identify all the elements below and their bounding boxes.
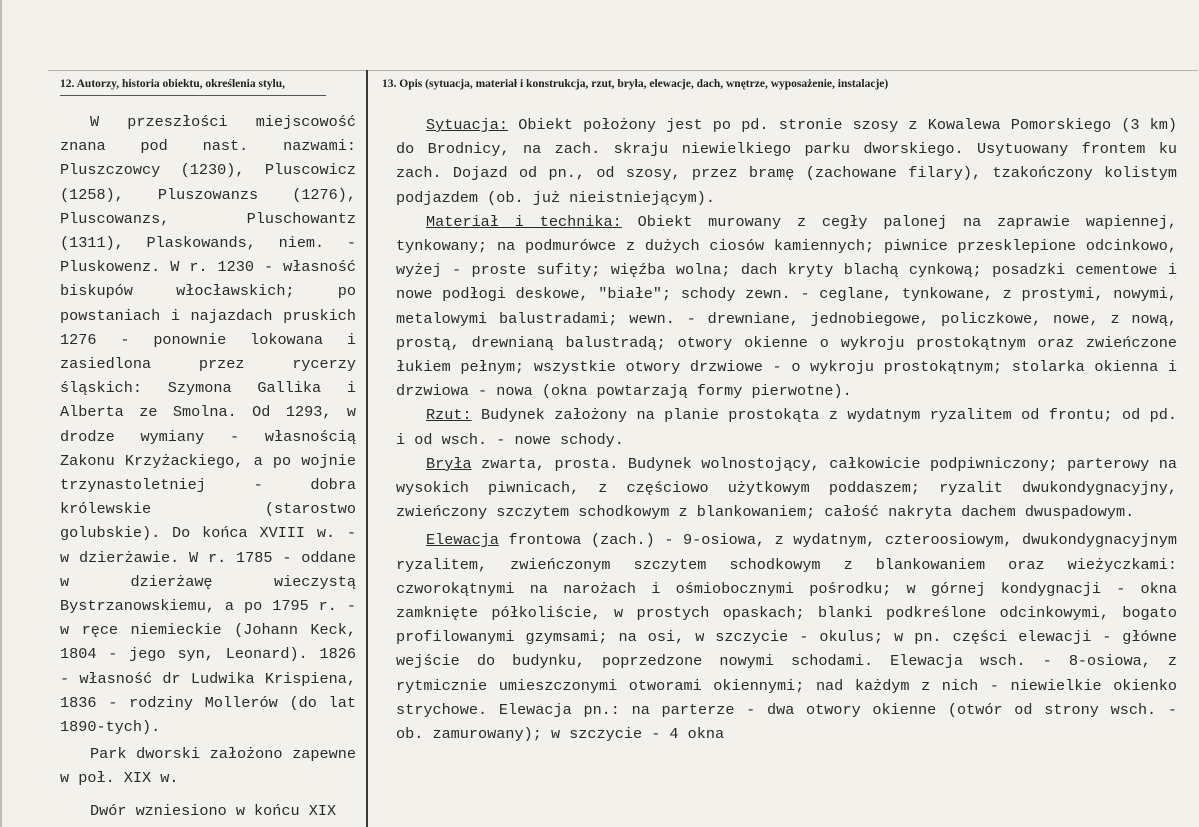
bryla-paragraph	[396, 452, 1177, 525]
sytuacja-label: Sytuacja:	[426, 116, 509, 134]
elewacja-label: Elewacja	[426, 531, 499, 550]
bryla-label: Bryła	[426, 454, 472, 473]
history-paragraph: W przeszłości miejscowość znana pod nast. nazwami: Pluszczowcy (1230), Pluscowicz (1258), Pluszowanzs (1276), Pluscowanzs, Pluschowantz (1311), Plaskowands, niem. - Pluskowenz. W r. 1230 - własność biskupów włocławskich; po powstaniach i najazdach pruskich 1276 - ponownie lokowana i zasiedlona przez rycerzy śląskich: Szymona Gallika i Alberta ze Smolna. Od 1293, w drodze wymiany - własnością Zakonu Krzyżackiego, a po wojnie trzynastoletniej - dobra królewskie (starostwo golubskie). Do końca XVIII w. - w dzierżawie. W r. 1785 - oddane w dzierżawę wieczystą Bystrzanowskiemu, a po 1795 r. - w ręce niemieckie (Johann Keck, 1804 - jego syn, Leonard). 1826 - własność dr Ludwika Krispiena, 1836 - rodziny Mollerów (do lat 1890-tych).	[60, 113, 356, 737]
rzut-label: Rzut:	[426, 406, 472, 425]
sytuacja-text: Obiekt położony jest po pd. stronie szosy z Kowalewa Pomorskiego (3 km) do Brodnicy, na zach. skraju niewielkiego parku dworskiego. Usytuowany frontem ku zach. Dojazd od pn., od szosy, przez bramę (zachowane filary), tzakończony kolistym podjazdem (ob. już nieistniejącym).	[396, 116, 1177, 207]
column-divider	[366, 70, 368, 827]
top-rule	[48, 70, 1198, 71]
left-column-header: 12. Autorzy, historia obiektu, określenia stylu,	[60, 78, 286, 90]
material-text: Obiekt murowany z cegły palonej na zaprawie wapiennej, tynkowany; na podmurówce z dużych ciosów kamiennych; piwnice przesklepione odcinkowo, wyżej - proste sufity; więźba wolna; dach kryty blachą cynkową; posadzki cementowe i nowe podłogi deskowe, "białe"; schody zewn. - ceglane, tynkowane, z prostymi, nowymi, metalowymi balustradami; wewn. - drewniane, jednobiegowe, policzkowe, nowe, z nową, prostą, drewnianą balustradą; otwory okienne o wykroju prostokątnym oraz zwieńczone łukiem pełnym; wszystkie otwory drzwiowe - o wykroju prostokątnym; stolarka okienna i drzwiowa - nowa (okna powtarzają formy pierwotne).	[396, 212, 1178, 401]
manor-paragraph: Dwór wzniesiono w końcu XIX	[90, 801, 337, 820]
rzut-paragraph	[396, 403, 1177, 451]
sytuacja-paragraph	[396, 113, 1177, 210]
left-header-underline	[60, 95, 326, 96]
history-column	[60, 110, 356, 823]
elewacja-text: frontowa (zach.) - 9-osiowa, z wydatnym, czteroosiowym, dwukondygnacyjnym ryzalitem, zwieńczonym szczytem schodkowym z blankowaniem oraz wieżyczkami: czworokątnymi na narożach i ośmiobocznymi pośrodku; w górnej kondygnacji - okna zamknięte półkoliście, w prostych opaskach; blanki podkreślone odcinkowymi, bogato profilowanymi gzymsami; na osi, w szczycie - okulus; w pn. części elewacji - główne wejście do budynku, poprzedzone nowymi schodami. Elewacja wsch. - 8-osiowa, z rytmicznie umieszczonymi otworami okiennymi; nad każdym z nich - niewielkie okienko strychowe. Elewacja pn.: na parterze - dwa otwory okienne (otwór od strony wsch. - ob. zamurowany); w szczycie - 4 okna	[396, 531, 1177, 744]
elewacja-paragraph	[396, 528, 1177, 746]
right-column-header: 13. Opis (sytuacja, materiał i konstrukcja, rzut, bryła, elewacje, dach, wnętrze, wyposażenie, instalacje)	[382, 78, 889, 90]
material-label: Materiał i technika:	[426, 212, 622, 231]
bryla-text: zwarta, prosta. Budynek wolnostojący, całkowicie podpiwniczony; parterowy na wysokich piwnicach, z częściowo użytkowym poddaszem; ryzalit dwukondygnacyjny, zwieńczony szczytem schodkowym z blankowaniem; całość nakryta dachem dwuspadowym.	[396, 454, 1177, 522]
rzut-text: Budynek założony na planie prostokąta z wydatnym ryzalitem od frontu; od pd. i od wsch. - nowe schody.	[396, 406, 1177, 449]
description-column	[396, 113, 1177, 746]
park-paragraph: Park dworski założono zapewne w poł. XIX w.	[60, 745, 356, 788]
material-paragraph	[396, 210, 1177, 404]
